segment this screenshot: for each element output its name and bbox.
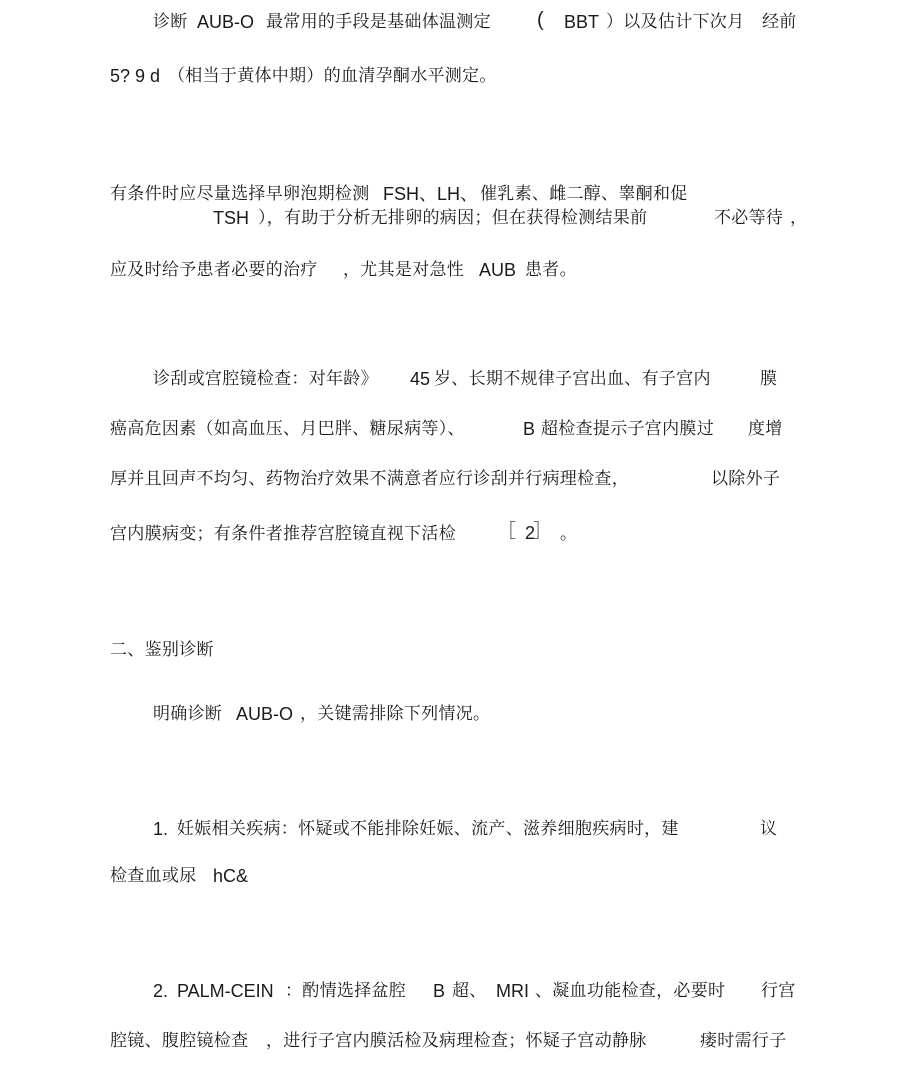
text-segment: 催乳素、雌二醇、睾酮和促 [480,184,688,204]
text-segment: hC& [213,866,249,886]
text-segment: ( [537,9,544,31]
text-segment: 应及时给予患者必要的治疗 [110,260,318,280]
text-segment: TSH [213,208,249,228]
text-segment: 最常用的手段是基础体温测定 [266,12,491,32]
text-segment: 超、 [452,981,487,1001]
text-segment: MRI [496,981,529,1001]
text-segment: ，尤其是对急性 [343,260,465,280]
text-segment: 检查血或尿 [110,866,197,886]
text-segment: 宫内膜病变；有条件者推荐宫腔镜直视下活检 [110,524,456,544]
text-segment: 、凝血功能检查，必要时 [535,981,726,1001]
citation-bracket: ［ [497,520,517,542]
text-segment: 不必等待 [714,208,784,228]
text-segment: 有条件时应尽量选择早卵泡期检测 [110,184,370,204]
text-segment: FSH、LH、 [383,184,479,204]
text-segment: 诊刮或宫腔镜检查：对年龄》 [153,369,378,389]
text-segment: 议 [760,819,778,839]
text-segment: BBT [564,12,600,32]
text-segment: 腔镜、腹腔镜检查 [110,1031,249,1051]
text-segment: PALM-CEIN [177,981,274,1001]
text-segment: 妊娠相关疾病：怀疑或不能排除妊娠、流产、滋养细胞疾病时，建 [177,819,679,839]
text-segment: ，进行子宫内膜活检及病理检查；怀疑子宫动静脉 [266,1031,647,1051]
text-segment: ， [790,208,808,228]
text-segment: B [433,981,446,1001]
text-segment: 经前 [762,12,797,32]
item-number: 2. [153,981,169,1001]
text-segment: （相当于黄体中期）的血清孕酮水平测定。 [168,66,497,86]
text-segment: B [523,419,536,439]
text-segment: 瘘时需行子 [700,1031,787,1051]
section-heading: 二、鉴别诊断 [110,640,214,660]
item-number: 1. [153,819,169,839]
text-segment: 岁、长期不规律子宫出血、有子宫内 [434,369,711,389]
text-segment: 45 [410,369,431,389]
citation-bracket: ］ [533,520,553,542]
text-segment: ：酌情选择盆腔 [285,981,407,1001]
text-segment: 5? 9 d [110,66,161,86]
text-segment: 患者。 [525,260,577,280]
text-segment: ）以及估计下次月 [606,12,745,32]
text-segment: 诊断 [153,12,188,32]
text-segment: ），有助于分析无排卵的病因；但在获得检测结果前 [258,208,648,228]
text-segment: 厚并且回声不均匀、药物治疗效果不满意者应行诊刮并行病理检查， [110,469,629,489]
text-segment: 超检查提示子宫内膜过 [541,419,714,439]
text-segment: 。 [560,524,578,544]
text-segment: 癌高危因素（如高血压、月巴胖、糖尿病等）、 [110,419,465,439]
text-segment: 明确诊断 [153,704,223,724]
text-segment: AUB [479,260,517,280]
text-segment: AUB-O [197,12,255,32]
text-segment: 以除外子 [711,469,781,489]
text-segment: 度增 [748,419,783,439]
text-segment: AUB-O [236,704,294,724]
citation-number: 2 [525,523,536,543]
text-segment: ，关键需排除下列情况。 [300,704,491,724]
text-segment: 行宫 [761,981,796,1001]
text-segment: 膜 [760,369,778,389]
